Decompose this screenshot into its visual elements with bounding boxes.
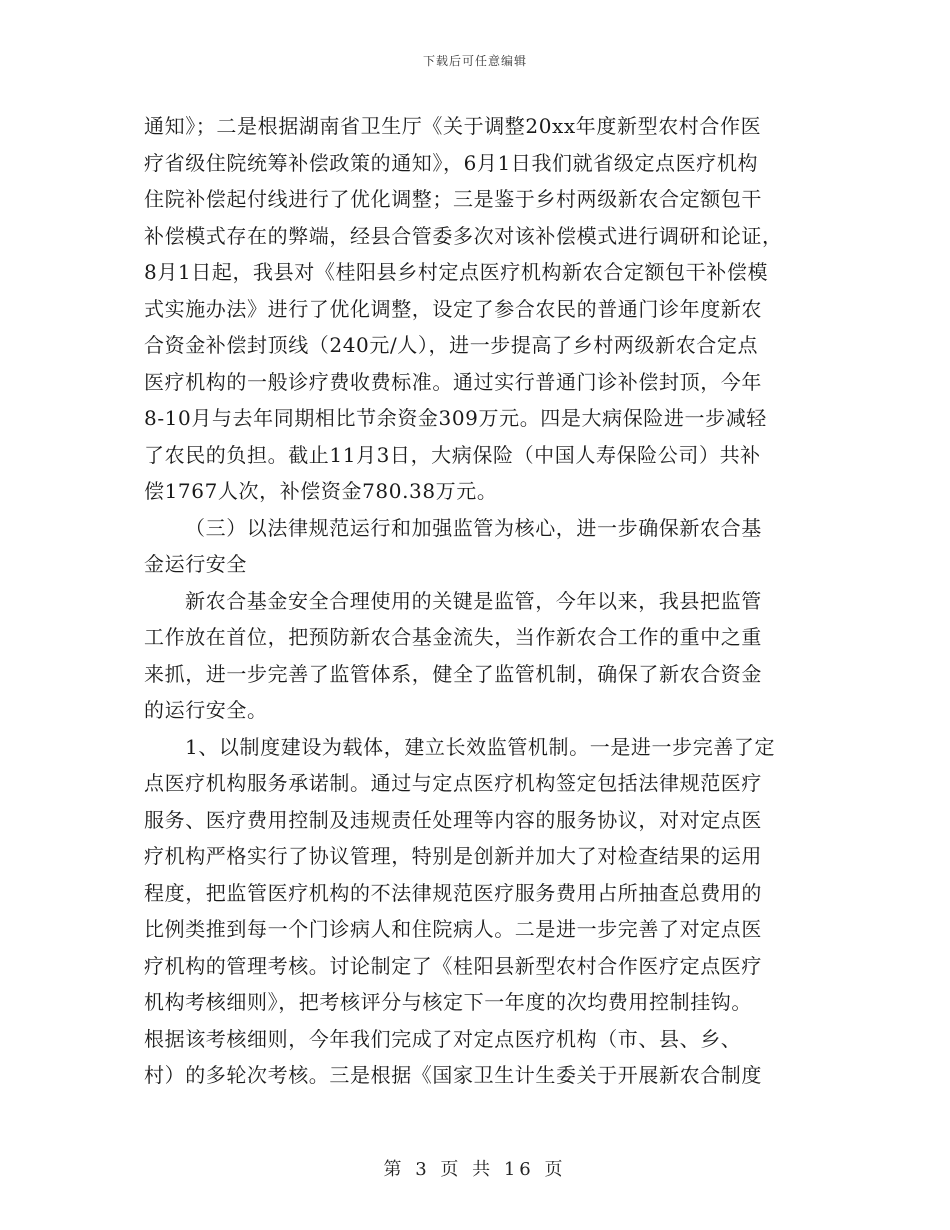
page-header: 下载后可任意编辑: [422, 54, 527, 68]
text-line: 1、以制度建设为载体，建立长效监管机制。一是进一步完善了定: [185, 734, 776, 759]
text-line: 8月1日起，我县对《桂阳县乡村定点医疗机构新农合定额包干补偿模: [144, 260, 769, 284]
page-number: 第 3 页 共 16 页: [383, 1159, 567, 1180]
text-line: 了农民的负担。截止11月3日，大病保险（中国人寿保险公司）共补: [144, 442, 761, 467]
document-body: [144, 108, 809, 1094]
text-line: 点医疗机构服务承诺制。通过与定点医疗机构签定包括法律规范医疗: [144, 771, 762, 795]
text-line: 程度，把监管医疗机构的不法律规范医疗服务费用占所抽查总费用的: [144, 880, 762, 905]
text-line: 偿1767人次，补偿资金780.38万元。: [144, 479, 498, 503]
text-line: 服务、医疗费用控制及违规责任处理等内容的服务协议，对对定点医: [144, 807, 762, 832]
text-line: 来抓，进一步完善了监管体系，健全了监管机制，确保了新农合资金: [144, 661, 762, 686]
text-line: 机构考核细则》，把考核评分与核定下一年度的次均费用控制挂钩。: [144, 990, 752, 1014]
text-line: 比例类推到每一个门诊病人和住院病人。二是进一步完善了对定点医: [144, 917, 762, 941]
text-line: 村）的多轮次考核。三是根据《国家卫生计生委关于开展新农合制度: [144, 1063, 762, 1087]
text-line: 疗机构严格实行了协议管理，特别是创新并加大了对检查结果的运用: [144, 844, 762, 868]
text-line: 疗机构的管理考核。讨论制定了《桂阳县新型农村合作医疗定点医疗: [144, 953, 762, 978]
text-line: 医疗机构的一般诊疗费收费标准。通过实行普通门诊补偿封顶，今年: [144, 369, 762, 394]
text-line: 疗省级住院统筹补偿政策的通知》，6月1日我们就省级定点医疗机构: [144, 150, 759, 175]
text-line: 新农合基金安全合理使用的关键是监管，今年以来，我县把监管: [185, 588, 762, 613]
text-line: 补偿模式存在的弊端，经县合管委多次对该补偿模式进行调研和论证，: [144, 223, 783, 248]
text-line: 通知》；二是根据湖南省卫生厅《关于调整20xx年度新型农村合作医: [144, 114, 762, 138]
section-heading-line: （三）以法律规范运行和加强监管为核心，进一步确保新农合基: [185, 515, 762, 540]
text-line: 的运行安全。: [144, 698, 268, 722]
text-line: 根据该考核细则，今年我们完成了对定点医疗机构（市、县、乡、: [144, 1026, 742, 1051]
text-line: 8-10月与去年同期相比节余资金309万元。四是大病保险进一步减轻: [144, 406, 767, 430]
text-line: 工作放在首位，把预防新农合基金流失，当作新农合工作的重中之重: [144, 625, 762, 649]
section-heading-line: 金运行安全: [144, 552, 247, 576]
text-line: 住院补偿起付线进行了优化调整；三是鉴于乡村两级新农合定额包干: [144, 187, 762, 211]
text-line: 合资金补偿封顶线（240元/人），进一步提高了乡村两级新农合定点: [144, 333, 759, 357]
text-line: 式实施办法》进行了优化调整，设定了参合农民的普通门诊年度新农: [144, 296, 762, 321]
